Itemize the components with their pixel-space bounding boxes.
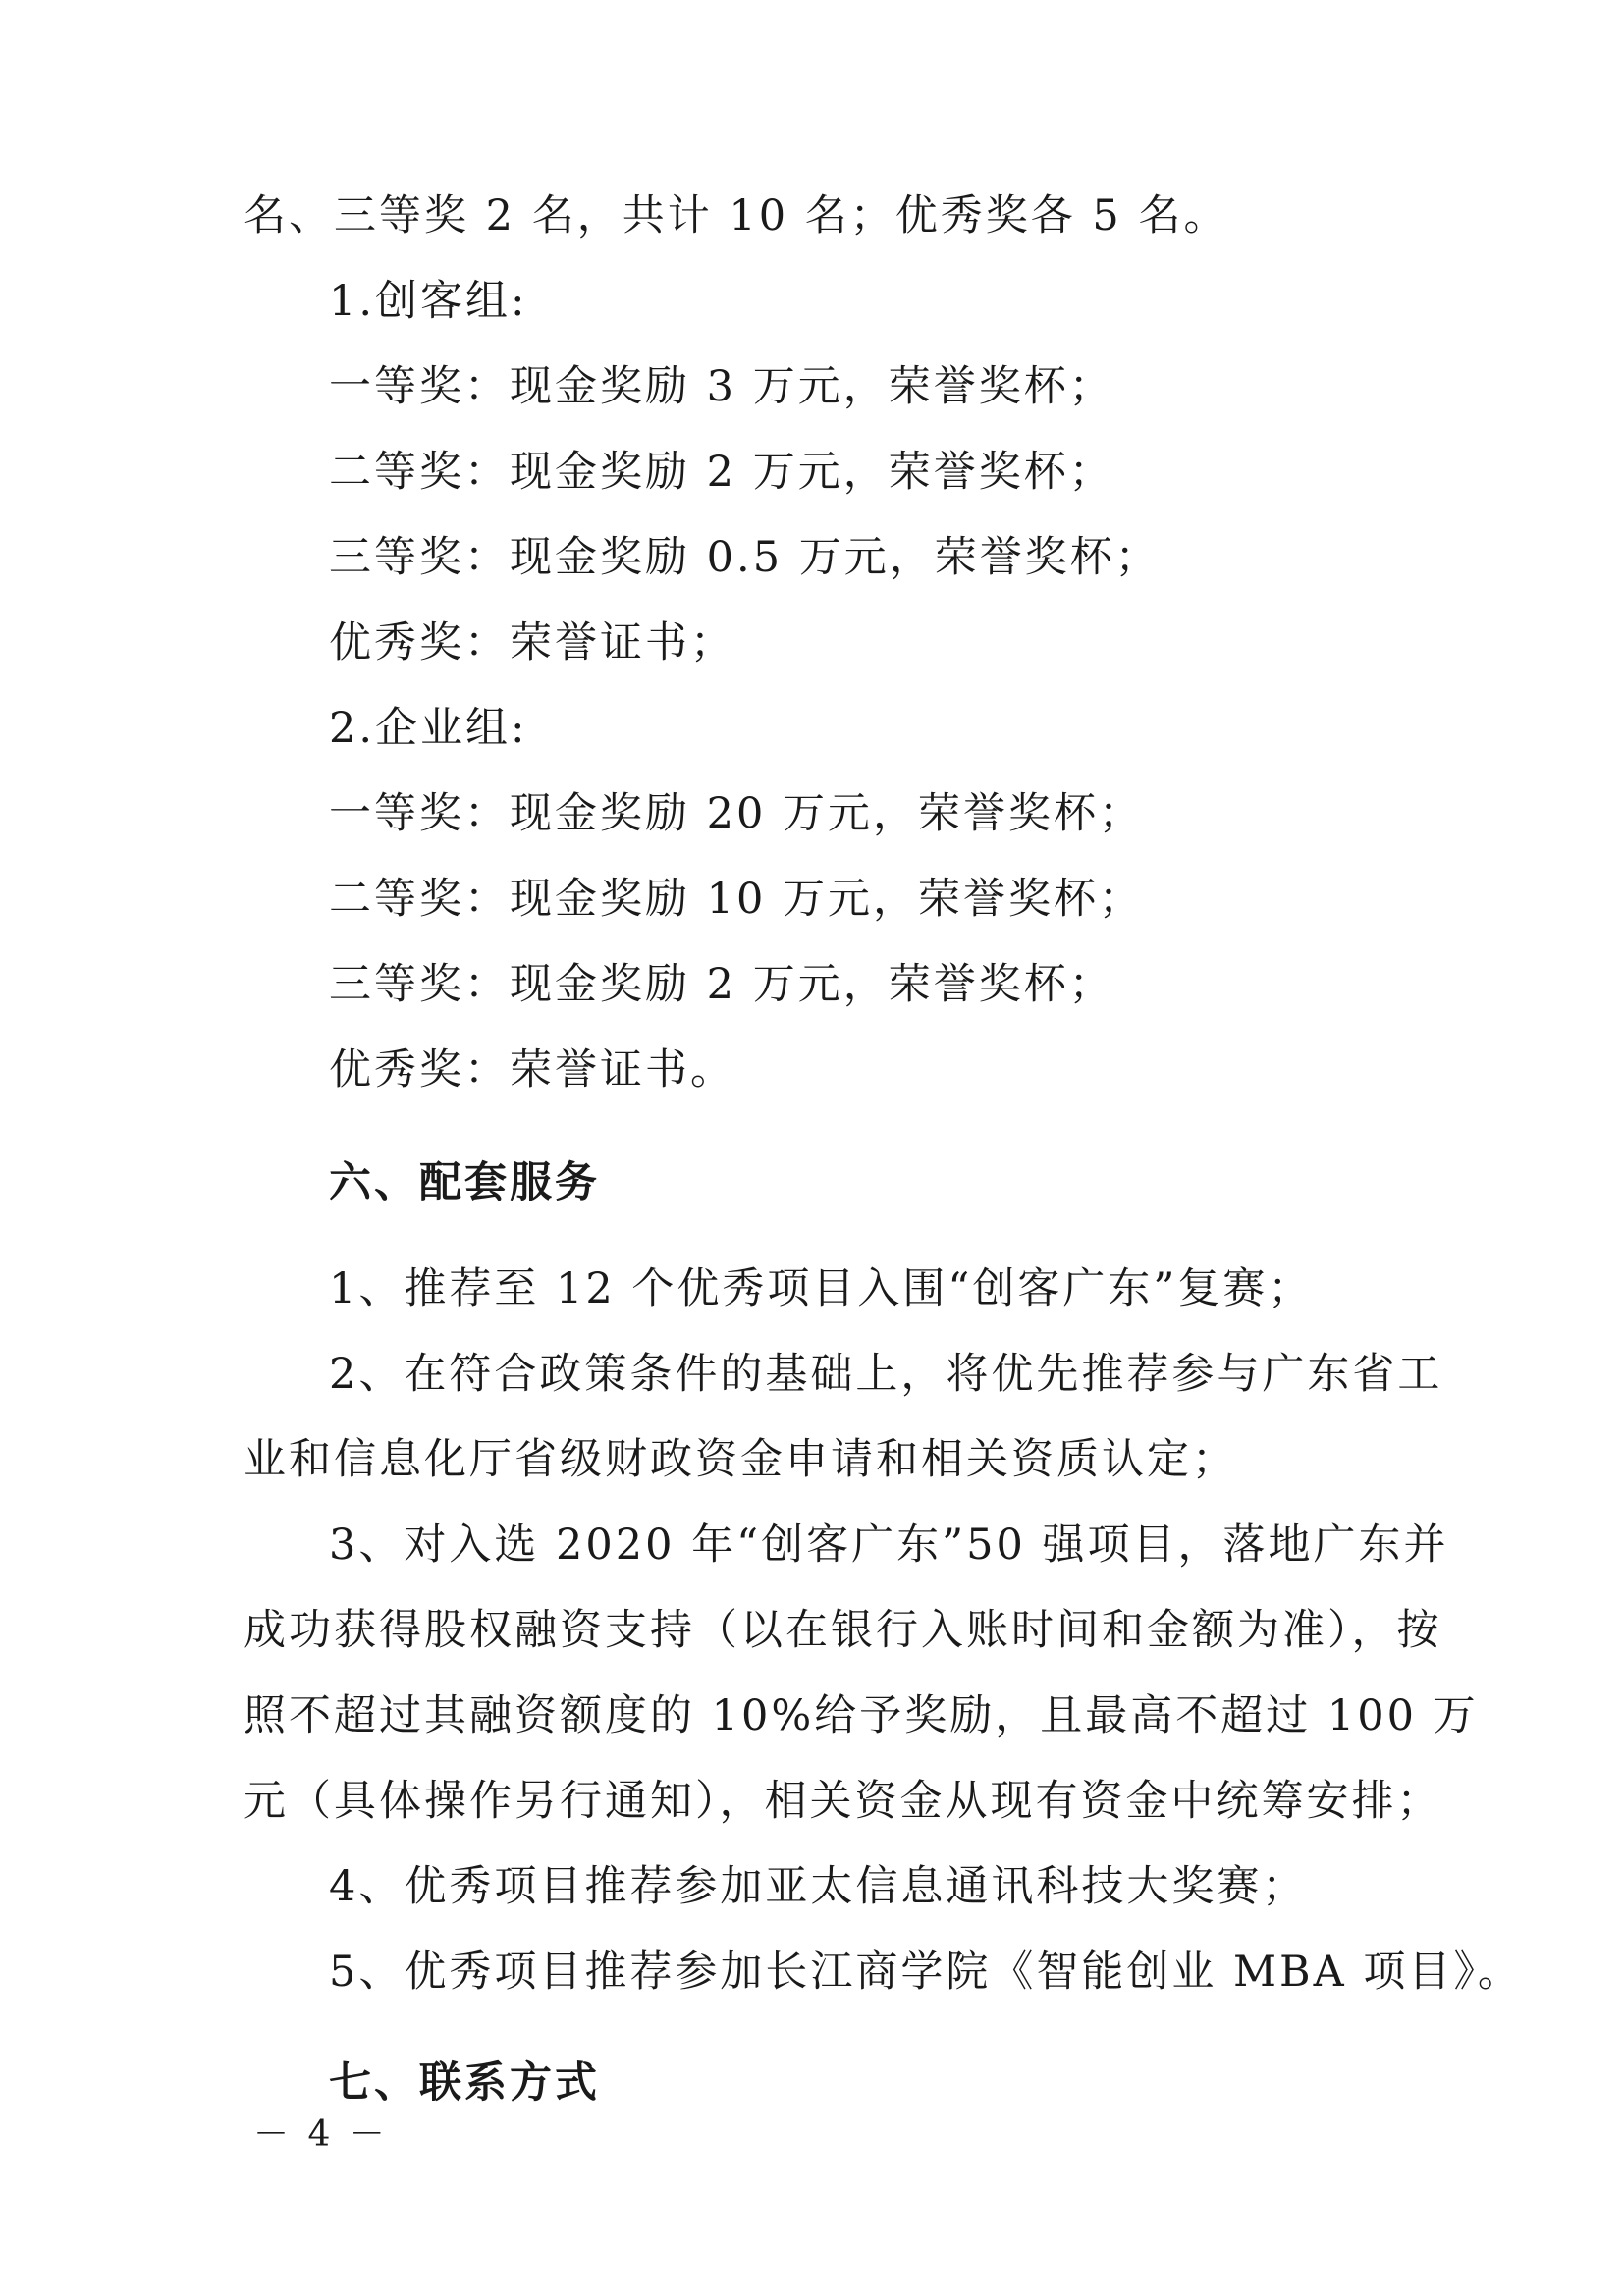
award-line: 一等奖：现金奖励 20 万元，荣誉奖杯； (329, 789, 1145, 838)
section-heading-seven: 七、联系方式 (329, 2058, 600, 2108)
award-line: 优秀奖：荣誉证书； (329, 618, 735, 667)
page-number: － 4 － (253, 2114, 389, 2155)
service-item-continuation: 成功获得股权融资支持（以在银行入账时间和金额为准），按 (244, 1606, 1442, 1655)
group-title-maker: 1.创客组: (329, 277, 528, 326)
intro-line: 名、三等奖 2 名，共计 10 名；优秀奖各 5 名。 (244, 191, 1229, 240)
service-item-continuation: 业和信息化厅省级财政资金申请和相关资质认定； (244, 1435, 1237, 1484)
award-line: 优秀奖：荣誉证书。 (329, 1045, 735, 1095)
group-title-enterprise: 2.企业组: (329, 704, 528, 753)
service-item: 2、在符合政策条件的基础上，将优先推荐参与广东省工 (329, 1350, 1443, 1399)
award-line: 三等奖：现金奖励 2 万元，荣誉奖杯； (329, 960, 1114, 1009)
service-item: 3、对入选 2020 年“创客广东”50 强项目，落地广东并 (329, 1521, 1449, 1570)
award-line: 三等奖：现金奖励 0.5 万元，荣誉奖杯； (329, 533, 1161, 582)
service-item-continuation: 照不超过其融资额度的 10%给予奖励，且最高不超过 100 万 (244, 1691, 1479, 1740)
service-item: 5、优秀项目推荐参加长江商学院《智能创业 MBA 项目》。 (329, 1948, 1523, 1997)
award-line: 二等奖：现金奖励 10 万元，荣誉奖杯； (329, 875, 1145, 924)
award-line: 一等奖：现金奖励 3 万元，荣誉奖杯； (329, 362, 1114, 411)
service-item: 1、推荐至 12 个优秀项目入围“创客广东”复赛； (329, 1264, 1314, 1313)
award-line: 二等奖：现金奖励 2 万元，荣誉奖杯； (329, 448, 1114, 497)
section-heading-six: 六、配套服务 (329, 1158, 600, 1207)
service-item-continuation: 元（具体操作另行通知），相关资金从现有资金中统筹安排； (244, 1777, 1442, 1826)
service-item: 4、优秀项目推荐参加亚太信息通讯科技大奖赛； (329, 1862, 1308, 1911)
